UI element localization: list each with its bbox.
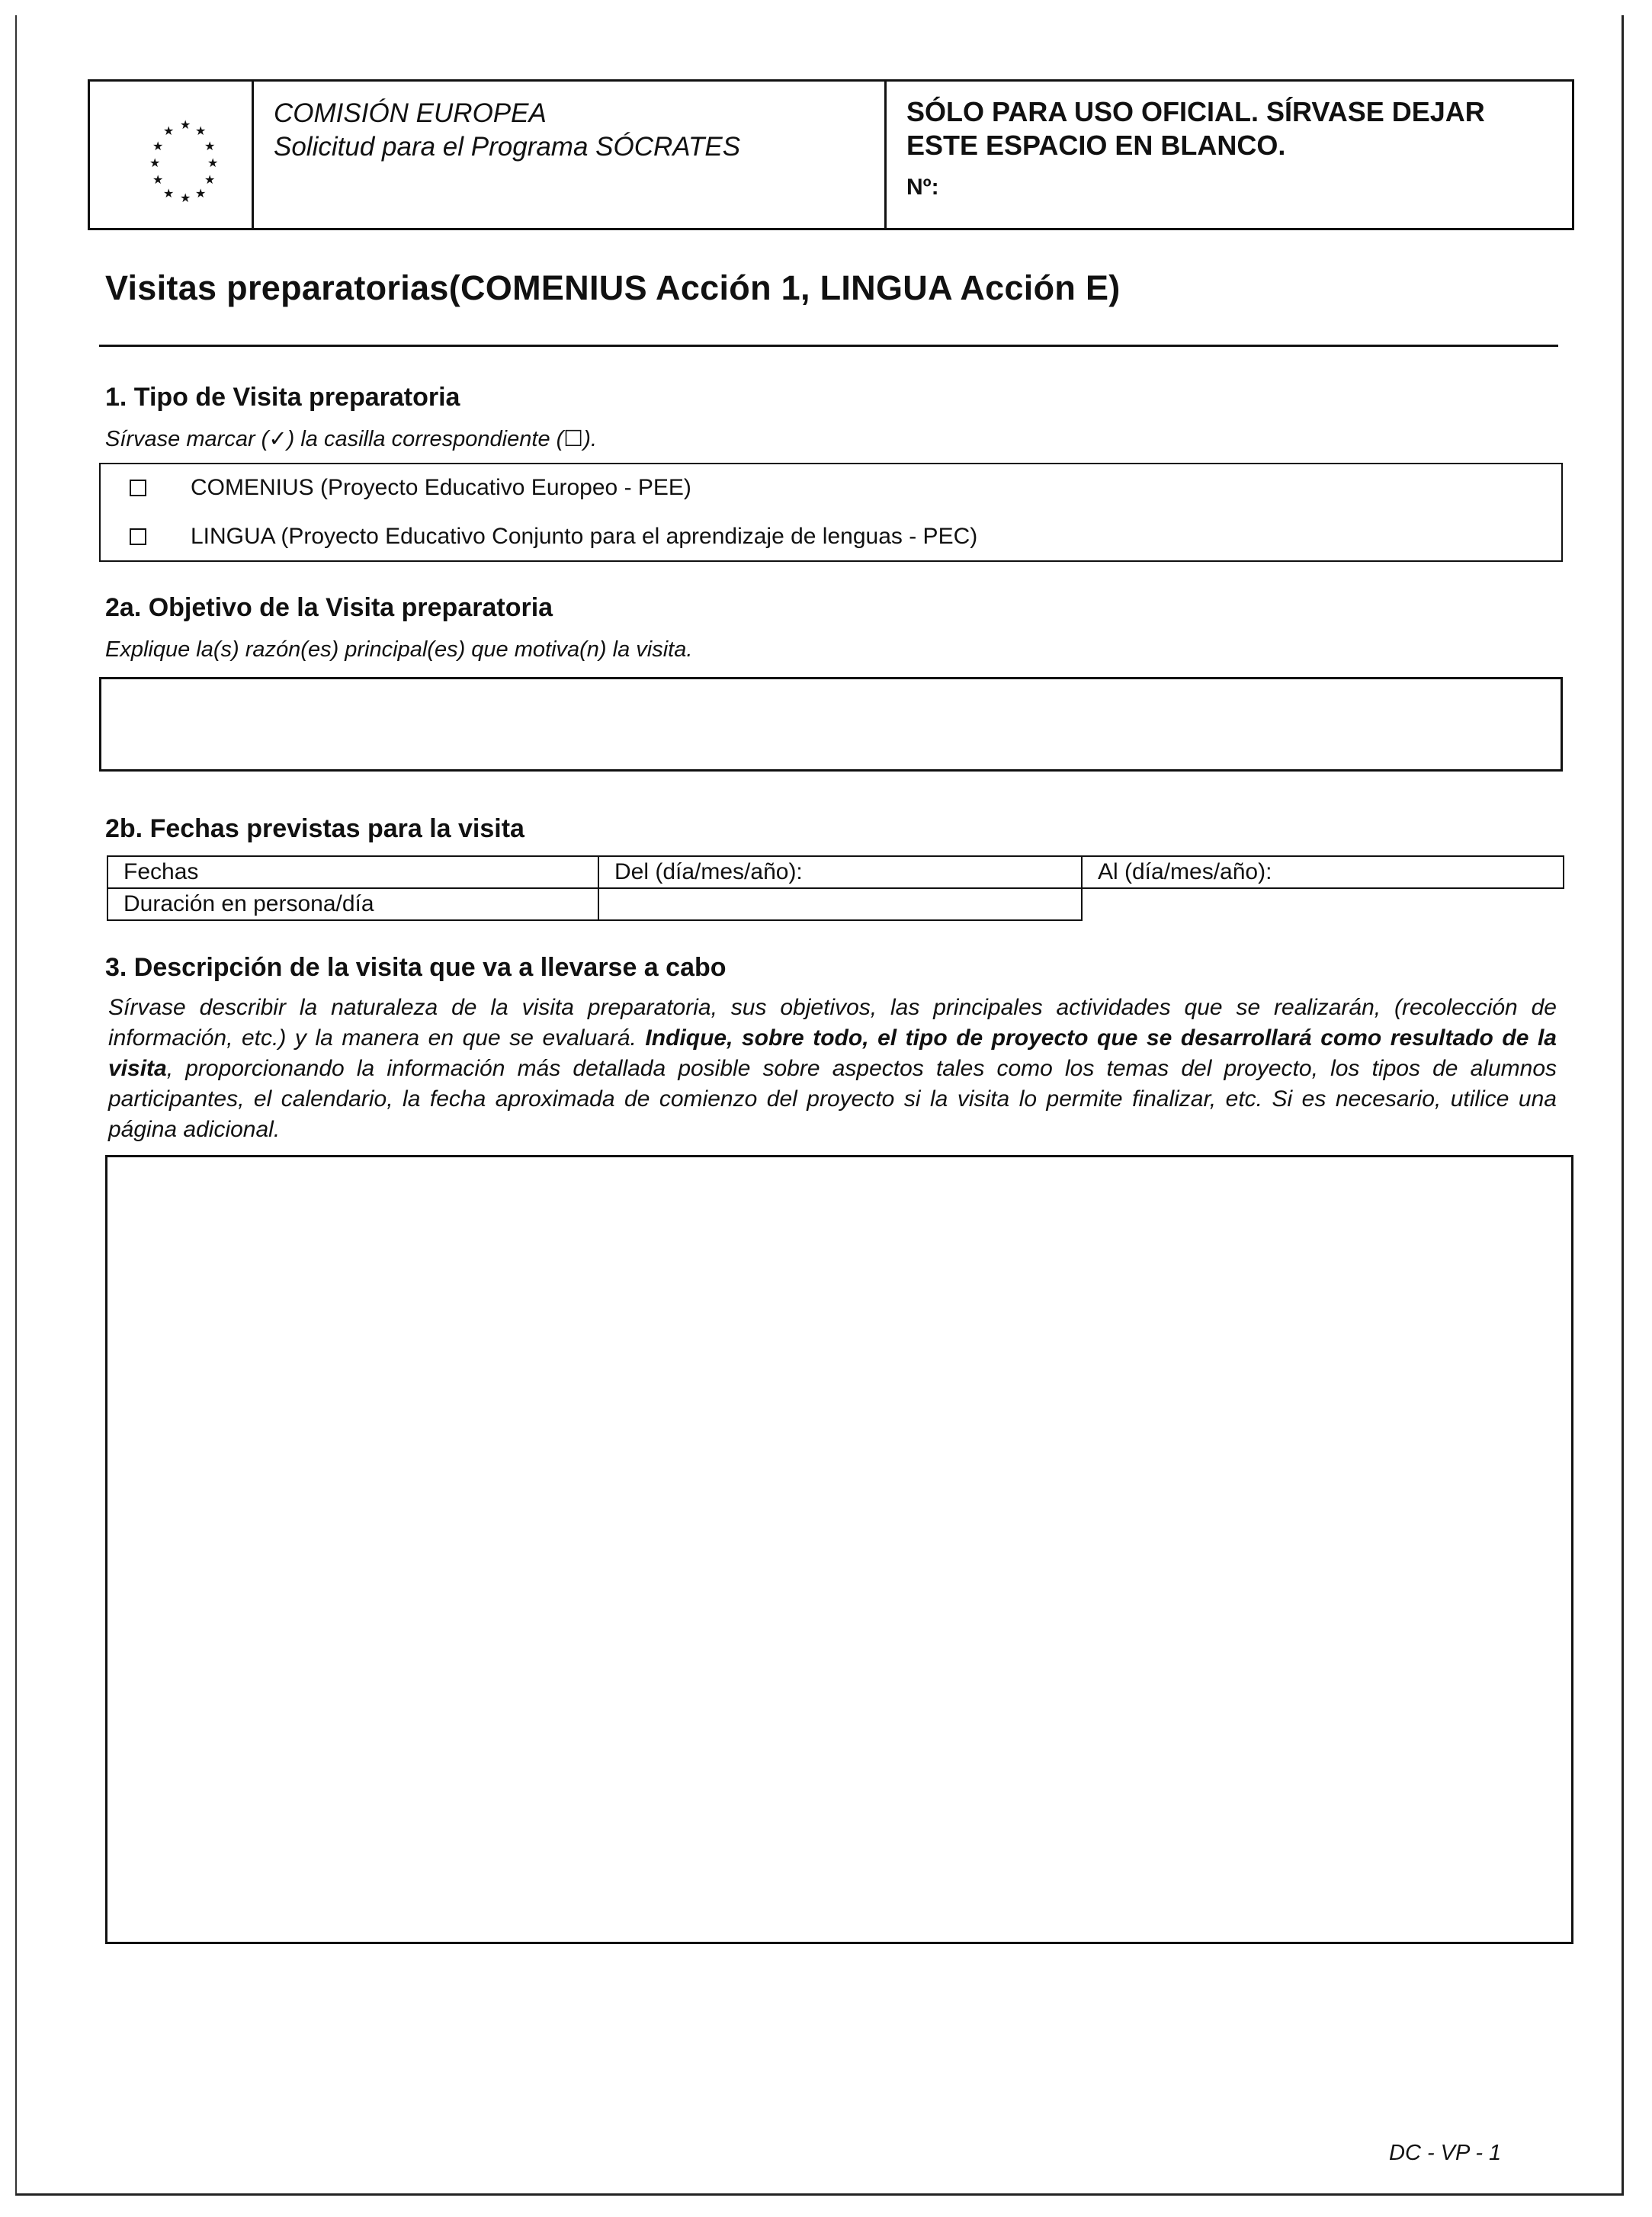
option-lingua-label: LINGUA (Proyecto Educativo Conjunto para el aprendizaje de lenguas - PEC) [191, 524, 978, 549]
form-code: DC - VP - 1 [1389, 2141, 1502, 2165]
visit-type-box [99, 463, 1563, 562]
section3-text-bold: Indique, sobre todo, el tipo de proyecto que se desarrollará como resultado de la visita [108, 1025, 1557, 1081]
section2b-heading: 2b. Fechas previstas para la visita [105, 814, 524, 843]
page-title: Visitas preparatorias(COMENIUS Acción 1, LINGUA Acción E) [105, 268, 1121, 307]
section3-instruction [108, 993, 1557, 1145]
option-comenius[interactable] [130, 475, 691, 501]
dates-table [107, 855, 1564, 921]
header-table [88, 79, 1574, 230]
to-date-field[interactable]: Al (día/mes/año): [1082, 856, 1564, 888]
option-lingua[interactable] [130, 524, 977, 550]
comenius-checkbox[interactable] [130, 480, 146, 496]
section3-text-part1: Sírvase describir la naturaleza de la visita preparatoria, sus objetivos, las principales actividades que se realizarán, (recolección de información, etc.) y la manera en que se evaluará. [108, 995, 1557, 1051]
official-use-line1: SÓLO PARA USO OFICIAL. SÍRVASE DEJAR [906, 96, 1485, 127]
official-use-line2: ESTE ESPACIO EN BLANCO. [906, 130, 1286, 161]
objective-field[interactable] [99, 677, 1563, 772]
program-name: Solicitud para el Programa SÓCRATES [274, 132, 741, 162]
section2a-instruction: Explique la(s) razón(es) principal(es) que motiva(n) la visita. [105, 637, 693, 662]
duration-row [107, 888, 1564, 920]
section3-text-part2: , proporcionando la información más detallada posible sobre aspectos tales como los temas del proyecto, los tipos de alumnos participantes, el calendario, la fecha aproximada de comienzo del proyecto si la visita lo permite finalizar, etc. Si es necesario, utilice una página adicional. [108, 1056, 1557, 1142]
title-rule [99, 345, 1558, 347]
number-label: Nº: [906, 175, 939, 200]
duration-label: Duración en persona/día [107, 888, 598, 920]
commission-cell [254, 82, 887, 228]
dates-row [107, 856, 1564, 888]
section1-heading: 1. Tipo de Visita preparatoria [105, 383, 460, 412]
eu-flag-icon: ★ ★ ★ ★ ★ ★ ★ ★ ★ ★ ★ ★ [90, 82, 254, 228]
from-date-field[interactable]: Del (día/mes/año): [598, 856, 1082, 888]
description-field[interactable] [105, 1155, 1573, 1944]
section2a-heading: 2a. Objetivo de la Visita preparatoria [105, 593, 553, 622]
option-comenius-label: COMENIUS (Proyecto Educativo Europeo - PEE) [191, 475, 691, 500]
dates-label: Fechas [107, 856, 598, 888]
duration-field[interactable] [598, 888, 1082, 920]
lingua-checkbox[interactable] [130, 528, 146, 545]
official-use-cell [887, 82, 1572, 228]
section1-instruction: Sírvase marcar (✓) la casilla correspondiente (☐). [105, 427, 597, 451]
empty-cell [1082, 888, 1564, 920]
org-name: COMISIÓN EUROPEA [274, 98, 547, 128]
section3-heading: 3. Descripción de la visita que va a llevarse a cabo [105, 953, 727, 982]
